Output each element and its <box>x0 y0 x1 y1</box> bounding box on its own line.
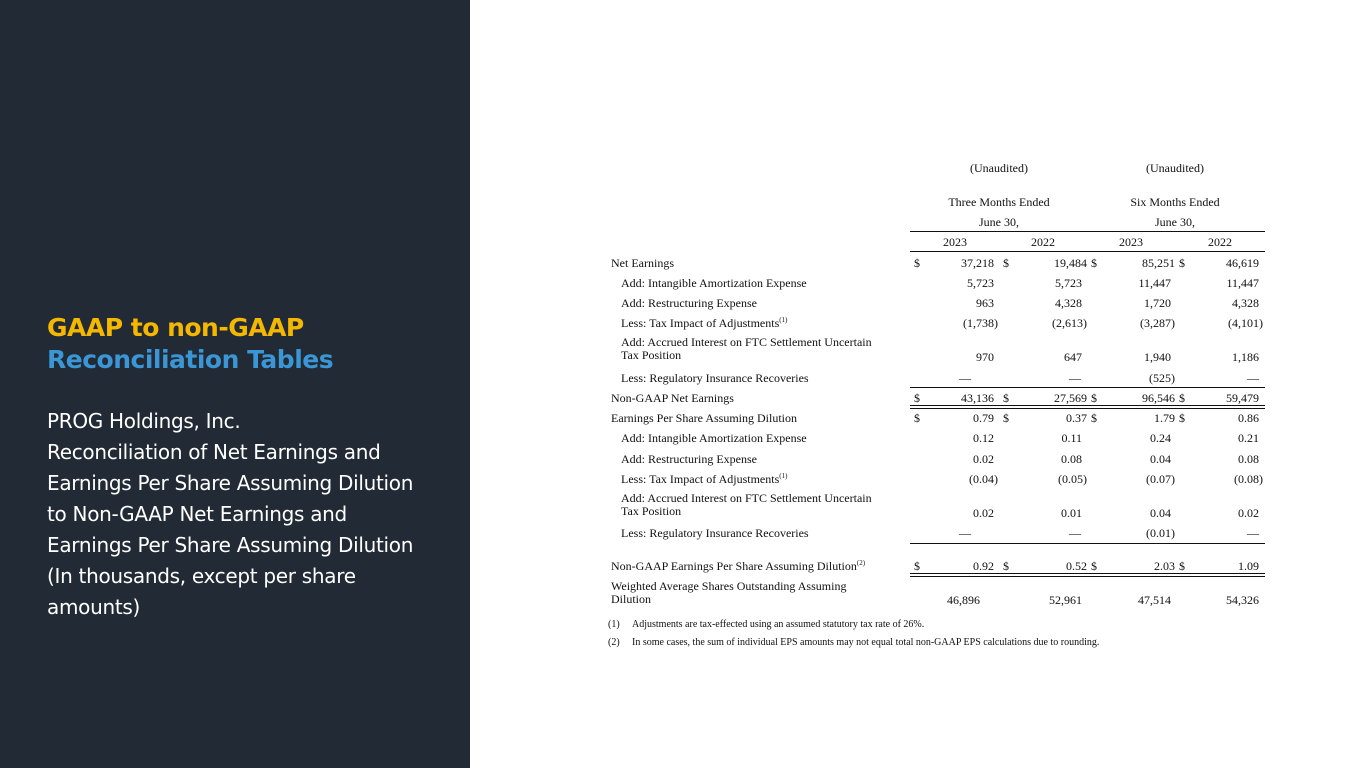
value-cell: 0.52 <box>1066 559 1087 573</box>
header-three-months-ended: Three Months Ended <box>948 195 1050 209</box>
value-cell: 0.04 <box>1150 452 1171 466</box>
value-cell: 0.11 <box>1061 431 1082 445</box>
currency-symbol: $ <box>1179 559 1185 573</box>
value-cell: 963 <box>976 296 994 310</box>
value-cell: — <box>1247 371 1259 385</box>
footnote-ref: (2) <box>856 559 866 567</box>
value-cell: 54,326 <box>1226 593 1259 607</box>
value-cell: 19,484 <box>1054 256 1087 270</box>
header-rule <box>910 231 1265 232</box>
value-cell: 970 <box>976 350 994 364</box>
value-cell: 0.02 <box>973 452 994 466</box>
year-header: 2023 <box>943 235 967 249</box>
value-cell: 0.21 <box>1238 431 1259 445</box>
currency-symbol: $ <box>1091 256 1097 270</box>
value-cell: 0.08 <box>1238 452 1259 466</box>
value-cell: (3,287) <box>1140 316 1175 330</box>
subtitle-line: PROG Holdings, Inc. <box>47 409 241 433</box>
value-cell: (4,101) <box>1228 316 1263 330</box>
year-header: 2023 <box>1119 235 1143 249</box>
value-cell: 647 <box>1064 350 1082 364</box>
value-cell: 1,940 <box>1144 350 1171 364</box>
subtitle-line: Earnings Per Share Assuming Dilution <box>47 471 414 495</box>
currency-symbol: $ <box>914 559 920 573</box>
header-date-three-months: June 30, <box>979 215 1019 229</box>
value-cell: (525) <box>1149 371 1175 385</box>
value-cell: 46,619 <box>1226 256 1259 270</box>
footnote-ref: (1) <box>779 316 788 324</box>
row-label: Less: Tax Impact of Adjustments$^{(1)}$ <box>621 316 788 330</box>
row-label: Weighted Average Shares Outstanding Assuming Dilution <box>611 579 847 606</box>
value-cell: 0.37 <box>1066 411 1087 425</box>
currency-symbol: $ <box>914 391 920 405</box>
currency-symbol: $ <box>1179 391 1185 405</box>
currency-symbol: $ <box>1179 256 1185 270</box>
currency-symbol: $ <box>1003 559 1009 573</box>
value-cell: 1,720 <box>1144 296 1171 310</box>
footnote-text: In some cases, the sum of individual EPS amounts may not equal total non-GAAP EPS calculations due to rounding. <box>632 637 1100 648</box>
header-date-six-months: June 30, <box>1155 215 1195 229</box>
row-label: Add: Intangible Amortization Expense <box>621 431 807 445</box>
value-cell: 5,723 <box>1055 276 1082 290</box>
value-cell: 0.12 <box>973 431 994 445</box>
value-cell: (0.07) <box>1146 472 1175 486</box>
value-cell: 0.86 <box>1238 411 1259 425</box>
row-label: Non-GAAP Earnings Per Share Assuming Dilution$^{(2)}$ <box>611 559 866 573</box>
value-cell: 4,328 <box>1055 296 1082 310</box>
total-double-rule <box>910 405 1265 409</box>
value-cell: (0.05) <box>1058 472 1087 486</box>
year-header: 2022 <box>1031 235 1055 249</box>
value-cell: 96,546 <box>1142 391 1175 405</box>
value-cell: — <box>959 526 971 540</box>
value-cell: 52,961 <box>1049 593 1082 607</box>
value-cell: 85,251 <box>1142 256 1175 270</box>
row-label: Add: Restructuring Expense <box>621 296 757 310</box>
header-rule <box>910 251 1265 252</box>
value-cell: 0.08 <box>1061 452 1082 466</box>
title-line-2: Reconciliation Tables <box>47 345 334 374</box>
currency-symbol: $ <box>1003 391 1009 405</box>
value-cell: 47,514 <box>1138 593 1171 607</box>
currency-symbol: $ <box>1091 559 1097 573</box>
subtitle-line: Earnings Per Share Assuming Dilution <box>47 533 414 557</box>
header-unaudited-six-months: (Unaudited) <box>1146 161 1204 175</box>
currency-symbol: $ <box>914 256 920 270</box>
value-cell: 59,479 <box>1226 391 1259 405</box>
value-cell: 27,569 <box>1054 391 1087 405</box>
footnote-mark: (2) <box>608 637 620 648</box>
value-cell: 0.01 <box>1061 506 1082 520</box>
subtitle-line: amounts) <box>47 595 140 619</box>
value-cell: 11,447 <box>1226 276 1259 290</box>
header-six-months-ended: Six Months Ended <box>1130 195 1220 209</box>
value-cell: — <box>1069 371 1081 385</box>
value-cell: 0.04 <box>1150 506 1171 520</box>
row-label: Add: Accrued Interest on FTC Settlement Uncertain Tax Position <box>621 335 872 362</box>
currency-symbol: $ <box>914 411 920 425</box>
subtitle-line: (In thousands, except per share <box>47 564 356 588</box>
title-line-1: GAAP to non-GAAP <box>47 313 304 342</box>
total-double-rule <box>910 573 1265 577</box>
value-cell: 11,447 <box>1138 276 1171 290</box>
value-cell: 1.09 <box>1238 559 1259 573</box>
value-cell: 0.92 <box>973 559 994 573</box>
subtotal-rule <box>910 387 1265 388</box>
value-cell: — <box>959 371 971 385</box>
footnote-text: Adjustments are tax-effected using an assumed statutory tax rate of 26%. <box>632 619 925 630</box>
value-cell: 1,186 <box>1232 350 1259 364</box>
value-cell: 46,896 <box>947 593 980 607</box>
value-cell: 43,136 <box>961 391 994 405</box>
value-cell: (2,613) <box>1052 316 1087 330</box>
currency-symbol: $ <box>1003 256 1009 270</box>
value-cell: 37,218 <box>961 256 994 270</box>
row-label: Add: Intangible Amortization Expense <box>621 276 807 290</box>
value-cell: — <box>1247 526 1259 540</box>
value-cell: — <box>1069 526 1081 540</box>
value-cell: 0.02 <box>973 506 994 520</box>
value-cell: 0.79 <box>973 411 994 425</box>
row-label: Earnings Per Share Assuming Dilution <box>611 411 797 425</box>
row-label: Add: Restructuring Expense <box>621 452 757 466</box>
subtitle-line: to Non-GAAP Net Earnings and <box>47 502 347 526</box>
currency-symbol: $ <box>1179 411 1185 425</box>
row-label: Less: Regulatory Insurance Recoveries <box>621 371 809 385</box>
value-cell: 0.24 <box>1150 431 1171 445</box>
currency-symbol: $ <box>1091 391 1097 405</box>
subtitle-line: Reconciliation of Net Earnings and <box>47 440 381 464</box>
footnote-ref: (1) <box>779 472 788 480</box>
row-label: Net Earnings <box>611 256 674 270</box>
value-cell: (1,738) <box>963 316 998 330</box>
row-label: Add: Accrued Interest on FTC Settlement Uncertain Tax Position <box>621 491 872 518</box>
header-unaudited-three-months: (Unaudited) <box>970 161 1028 175</box>
value-cell: 0.02 <box>1238 506 1259 520</box>
value-cell: 1.79 <box>1154 411 1175 425</box>
row-label: Less: Tax Impact of Adjustments$^{(1)}$ <box>621 472 788 486</box>
value-cell: 4,328 <box>1232 296 1259 310</box>
value-cell: (0.08) <box>1234 472 1263 486</box>
value-cell: (0.04) <box>969 472 998 486</box>
value-cell: (0.01) <box>1146 526 1175 540</box>
value-cell: 5,723 <box>967 276 994 290</box>
value-cell: 2.03 <box>1154 559 1175 573</box>
currency-symbol: $ <box>1003 411 1009 425</box>
row-label: Non-GAAP Net Earnings <box>611 391 734 405</box>
subtotal-rule <box>910 543 1265 544</box>
year-header: 2022 <box>1208 235 1232 249</box>
footnote-mark: (1) <box>608 619 620 630</box>
row-label: Less: Regulatory Insurance Recoveries <box>621 526 809 540</box>
currency-symbol: $ <box>1091 411 1097 425</box>
